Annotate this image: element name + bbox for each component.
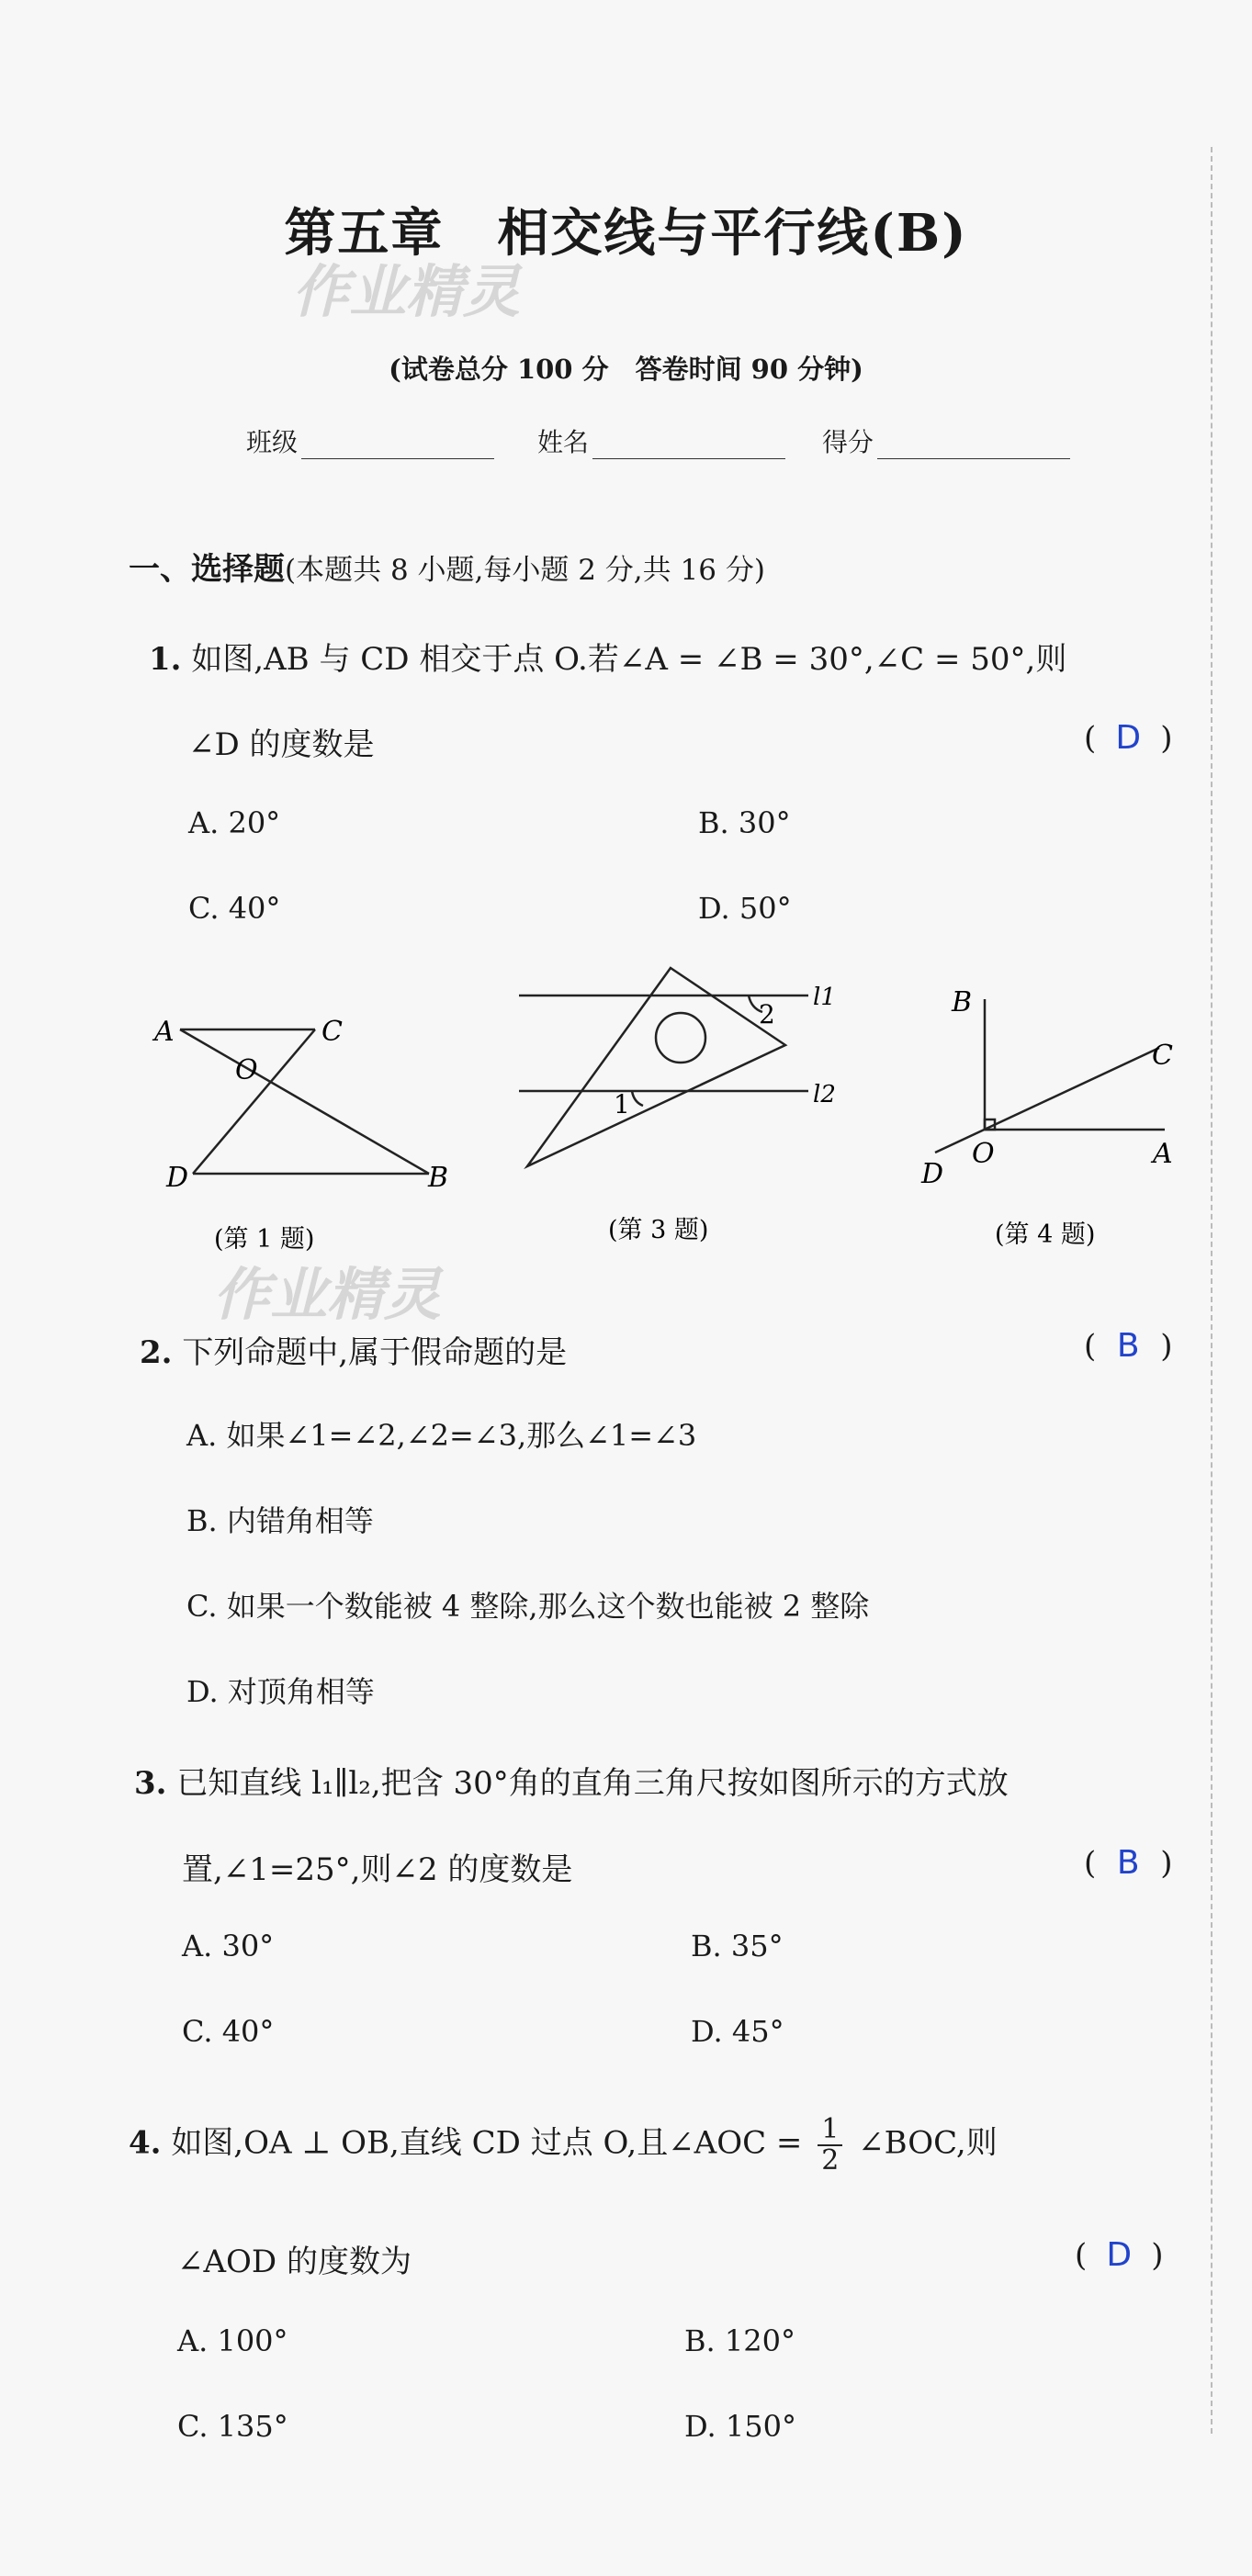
q1-line2: ∠D 的度数是	[188, 726, 375, 763]
q1-option-b: B. 30°	[698, 805, 791, 840]
class-label: 班级	[246, 427, 299, 457]
q3-option-b: B. 35°	[691, 1929, 784, 1963]
q2-stem: 下列命题中,属于假命题的是	[182, 1334, 568, 1371]
figure-3	[519, 968, 808, 1166]
q3-line1	[134, 1758, 1009, 1803]
name-blank[interactable]	[592, 434, 785, 459]
q4-line1	[129, 2115, 998, 2175]
q4-option-d: D. 150°	[684, 2409, 796, 2444]
figure-1	[180, 1029, 429, 1174]
q1-answer-box: ( D )	[1084, 719, 1173, 757]
q1-option-a: A. 20°	[188, 805, 281, 840]
name-field[interactable]	[537, 422, 785, 459]
q3-option-d: D. 45°	[691, 2014, 784, 2049]
q3-option-a: A. 30°	[182, 1929, 275, 1963]
fig1-label-a: A	[154, 1016, 175, 1048]
q2-option-a: A. 如果∠1=∠2,∠2=∠3,那么∠1=∠3	[186, 1418, 697, 1453]
fig1-label-b: B	[428, 1162, 449, 1194]
fig4-label-a: A	[1153, 1138, 1173, 1170]
fig1-label-o: O	[235, 1054, 258, 1086]
fig4-label-d: D	[921, 1158, 944, 1190]
q1-option-d: D. 50°	[698, 891, 792, 926]
q1-option-c: C. 40°	[188, 891, 281, 926]
fig3-angle-1-arc	[632, 1091, 643, 1106]
q3-option-c: C. 40°	[182, 2014, 275, 2049]
q3-number: 3.	[134, 1765, 167, 1802]
fig3-triangle	[527, 968, 785, 1166]
score-blank[interactable]	[877, 434, 1070, 459]
fig3-label-l2: l2	[813, 1081, 836, 1108]
q2-option-d: D. 对顶角相等	[186, 1674, 375, 1709]
q4-answer: D	[1106, 2236, 1133, 2274]
figures-row	[0, 955, 1252, 1304]
name-label: 姓名	[537, 427, 590, 457]
q3-answer-box: ( B )	[1084, 1844, 1173, 1882]
fig4-label-c: C	[1152, 1040, 1173, 1072]
score-label: 得分	[822, 427, 874, 457]
score-field[interactable]	[822, 422, 1070, 459]
fraction-numerator: 1	[818, 2115, 842, 2146]
section-rule: (本题共 8 小题,每小题 2 分,共 16 分)	[285, 554, 765, 587]
watermark: 作业精灵	[292, 258, 521, 325]
fig4-line-cd	[935, 1048, 1159, 1153]
q1-number: 1.	[149, 641, 182, 678]
fig4-caption: (第 4 题)	[995, 1221, 1096, 1249]
page-title: 第五章 相交线与平行线(B)	[284, 203, 968, 264]
q2-option-b: B. 内错角相等	[186, 1503, 374, 1538]
fig1-caption: (第 1 题)	[214, 1225, 315, 1254]
fraction-denominator: 2	[821, 2143, 840, 2177]
fig4-label-b: B	[952, 986, 973, 1018]
q1-line1	[149, 634, 1066, 679]
q2-answer: B	[1116, 1327, 1140, 1365]
q4-fraction	[818, 2115, 842, 2175]
fig1-segment-cd	[193, 1029, 315, 1174]
q4-option-b: B. 120°	[684, 2323, 795, 2358]
watermark-2: 作业精灵	[213, 1261, 442, 1328]
q2-option-c: C. 如果一个数能被 4 整除,那么这个数也能被 2 整除	[186, 1589, 870, 1624]
figure-4	[935, 999, 1165, 1153]
q4-answer-box: ( D )	[1075, 2236, 1164, 2274]
section-heading	[129, 544, 765, 589]
fig3-triangle-hole	[656, 1013, 705, 1063]
q2-number: 2.	[140, 1334, 173, 1371]
q3-stem: 已知直线 l₁∥l₂,把含 30°角的直角三角尺按如图所示的方式放	[176, 1765, 1009, 1802]
q2-line1	[140, 1327, 567, 1372]
class-field[interactable]	[246, 422, 494, 459]
q4-stem-a: 如图,OA ⊥ OB,直线 CD 过点 O,且∠AOC =	[171, 2124, 803, 2162]
fig1-segment-ab	[180, 1029, 429, 1174]
fig3-label-l1: l1	[813, 984, 836, 1011]
q4-line2: ∠AOD 的度数为	[177, 2244, 412, 2280]
q4-option-c: C. 135°	[177, 2409, 288, 2444]
q1-answer: D	[1115, 719, 1142, 757]
q1-stem: 如图,AB 与 CD 相交于点 O.若∠A = ∠B = 30°,∠C = 50°,则	[191, 641, 1067, 678]
q3-line2: 置,∠1=25°,则∠2 的度数是	[182, 1851, 573, 1888]
q2-answer-box: ( B )	[1084, 1327, 1173, 1365]
fig3-label-angle1: 1	[614, 1089, 630, 1119]
q3-answer: B	[1116, 1844, 1140, 1882]
section-title: 一、选择题	[129, 551, 285, 588]
class-blank[interactable]	[301, 434, 494, 459]
q4-option-a: A. 100°	[177, 2323, 288, 2358]
fig3-label-angle2: 2	[759, 999, 775, 1029]
q4-stem-b: ∠BOC,则	[858, 2124, 998, 2162]
fig3-caption: (第 3 题)	[608, 1216, 709, 1244]
fig1-label-d: D	[166, 1162, 189, 1194]
exam-info: (试卷总分 100 分 答卷时间 90 分钟)	[389, 354, 863, 385]
q4-number: 4.	[129, 2124, 162, 2162]
fig1-label-c: C	[321, 1016, 343, 1048]
fig4-label-o: O	[972, 1138, 995, 1170]
